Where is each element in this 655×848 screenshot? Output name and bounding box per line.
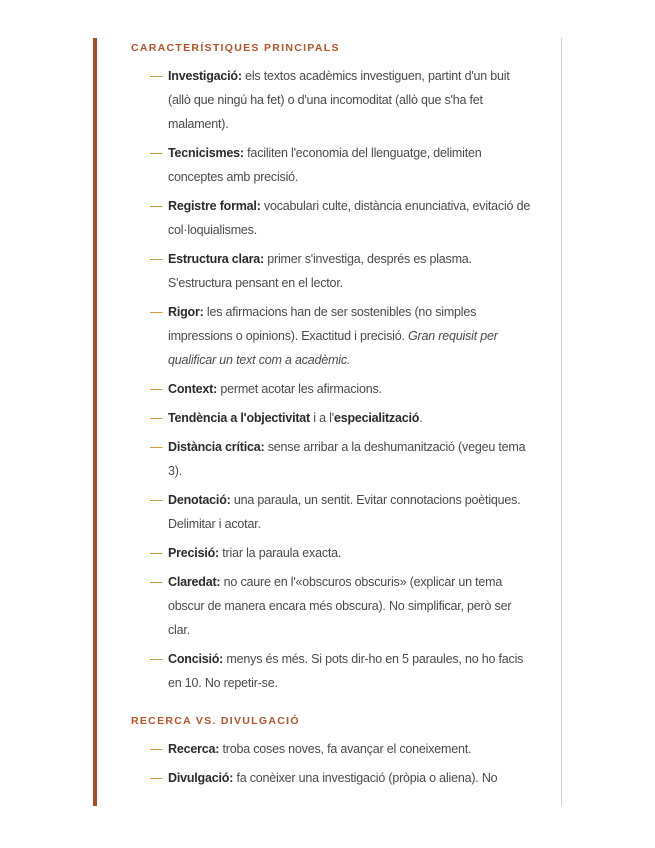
term: Denotació: — [168, 493, 231, 507]
list-item-claredat — [131, 570, 531, 642]
list-item-objectivitat — [131, 406, 531, 430]
description: menys és més. Si pots dir-ho en 5 paraules, no ho facis en 10. No repetir-se. — [168, 652, 524, 690]
description: les afirmacions han de ser sostenibles (no simples impressions o opinions). Exactitud i precisió. — [168, 305, 477, 343]
term: Tecnicismes: — [168, 146, 244, 160]
dash-bullet-icon: — — [150, 575, 163, 589]
term: Tendència a l'objectivitat — [168, 411, 311, 425]
dash-bullet-icon: — — [150, 771, 163, 785]
description-end: . — [419, 411, 423, 425]
dash-bullet-icon: — — [150, 199, 163, 213]
dash-bullet-icon: — — [150, 493, 163, 507]
description: els textos acadèmics investiguen, partint d'un buit (allò que ningú ha fet) o d'una incomoditat (allò que s'ha fet malament). — [168, 69, 510, 131]
description: i a l' — [310, 411, 334, 425]
emphasis: Gran requisit per qualificar un text com a acadèmic. — [168, 329, 498, 367]
characteristics-list — [131, 64, 531, 695]
term: Distància crítica: — [168, 440, 265, 454]
list-item-context — [131, 377, 531, 401]
list-item-denotacio — [131, 488, 531, 536]
description: una paraula, un sentit. Evitar connotacions poètiques. Delimitar i acotar. — [168, 493, 521, 531]
list-item-recerca — [131, 737, 531, 761]
list-item-registre-formal — [131, 194, 531, 242]
dash-bullet-icon: — — [150, 382, 163, 396]
term: Rigor: — [168, 305, 204, 319]
term: Precisió: — [168, 546, 220, 560]
term: Divulgació: — [168, 771, 234, 785]
section-heading-characteristics: CARACTERÍSTIQUES PRINCIPALS — [131, 42, 340, 54]
dash-bullet-icon: — — [150, 742, 163, 756]
list-item-tecnicismes — [131, 141, 531, 189]
term: Estructura clara: — [168, 252, 264, 266]
term: Claredat: — [168, 575, 221, 589]
list-item-investigacio — [131, 64, 531, 136]
dash-bullet-icon: — — [150, 440, 163, 454]
list-item-estructura-clara — [131, 247, 531, 295]
dash-bullet-icon: — — [150, 652, 163, 666]
term: Concisió: — [168, 652, 224, 666]
dash-bullet-icon: — — [150, 146, 163, 160]
description: primer s'investiga, després es plasma. S'estructura pensant en el lector. — [168, 252, 472, 290]
term: Context: — [168, 382, 218, 396]
list-item-divulgacio — [131, 766, 531, 790]
list-item-concisio — [131, 647, 531, 695]
left-accent-bar — [93, 38, 97, 806]
section-heading-research-vs-divulgation: RECERCA VS. DIVULGACIÓ — [131, 715, 300, 727]
dash-bullet-icon: — — [150, 252, 163, 266]
dash-bullet-icon: — — [150, 305, 163, 319]
term: Registre formal: — [168, 199, 261, 213]
description: troba coses noves, fa avançar el coneixement. — [219, 742, 472, 756]
description: fa conèixer una investigació (pròpia o aliena). No — [233, 771, 498, 785]
description: triar la paraula exacta. — [219, 546, 342, 560]
description: sense arribar a la deshumanització (vegeu tema 3). — [168, 440, 526, 478]
term: Recerca: — [168, 742, 220, 756]
list-item-distancia-critica — [131, 435, 531, 483]
list-item-precisio — [131, 541, 531, 565]
list-item-rigor — [131, 300, 531, 372]
dash-bullet-icon: — — [150, 411, 163, 425]
dash-bullet-icon: — — [150, 546, 163, 560]
description: permet acotar les afirmacions. — [217, 382, 382, 396]
right-margin-rule — [561, 38, 562, 806]
dash-bullet-icon: — — [150, 69, 163, 83]
description: no caure en l'«obscuros obscuris» (explicar un tema obscur de manera encara més obscura). No simplificar, però ser clar. — [168, 575, 512, 637]
term-secondary: especialització — [333, 411, 420, 425]
description: faciliten l'economia del llenguatge, delimiten conceptes amb precisió. — [168, 146, 482, 184]
research-vs-divulgation-list — [131, 737, 531, 790]
term: Investigació: — [168, 69, 242, 83]
description: vocabulari culte, distància enunciativa, evitació de col·loquialismes. — [168, 199, 531, 237]
